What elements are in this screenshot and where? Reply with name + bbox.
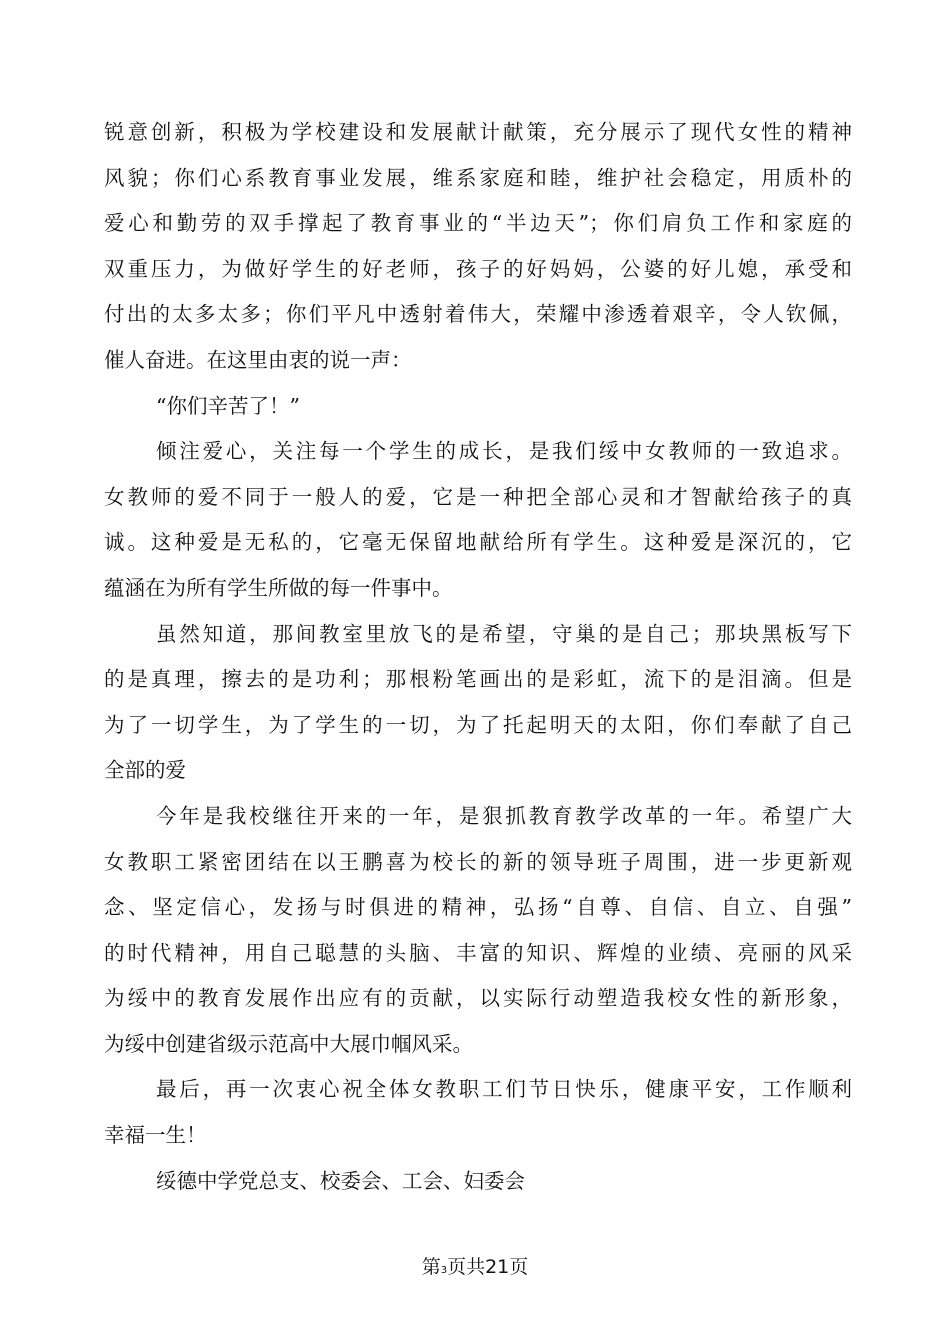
document-body xyxy=(104,110,852,1204)
footer-prefix: 第 xyxy=(421,1256,441,1278)
text-line: 倾注爱心，关注每一个学生的成长，是我们绥中女教师的一致追求。 xyxy=(156,439,852,464)
text-line: 虽然知道，那间教室里放飞的是希望，守巢的是自己；那块黑板写下 xyxy=(156,621,852,646)
footer-end: 页 xyxy=(509,1256,529,1278)
page-footer xyxy=(0,1252,950,1286)
text-line: 锐意创新，积极为学校建设和发展献计献策，充分展示了现代女性的精神 xyxy=(104,120,852,144)
current-page-number: 3 xyxy=(440,1265,448,1276)
text-line: 的时代精神，用自己聪慧的头脑、丰富的知识、辉煌的业绩、亮丽的风采 xyxy=(104,940,852,965)
text-line: 爱心和勤劳的双手撑起了教育事业的“半边天”；你们肩负工作和家庭的 xyxy=(104,211,852,236)
text-line: 为绥中的教育发展作出应有的贡献，以实际行动塑造我校女性的新形象， xyxy=(104,986,852,1011)
text-line: 今年是我校继往开来的一年，是狠抓教育教学改革的一年。希望广大 xyxy=(156,803,852,828)
text-line: 诚。这种爱是无私的，它毫无保留地献给所有学生。这种爱是深沉的，它 xyxy=(104,530,852,555)
text-line: 的是真理，擦去的是功利；那根粉笔画出的是彩虹，流下的是泪滴。但是 xyxy=(104,667,852,692)
text-line: 女教师的爱不同于一般人的爱，它是一种把全部心灵和才智献给孩子的真 xyxy=(104,484,852,509)
footer-suffix: 页共 xyxy=(447,1256,486,1278)
text-line: 催人奋进。在这里由衷的说一声： xyxy=(104,347,412,372)
text-line: 幸福一生！ xyxy=(104,1123,207,1148)
text-line: 蕴涵在为所有学生所做的每一件事中。 xyxy=(104,575,453,600)
text-line: 为了一切学生，为了学生的一切，为了托起明天的太阳，你们奉献了自己 xyxy=(104,712,852,737)
text-line: 为绥中创建省级示范高中大展巾帼风采。 xyxy=(104,1031,473,1056)
text-line: 全部的爱 xyxy=(104,758,186,783)
text-line: 最后，再一次衷心祝全体女教职工们节日快乐，健康平安，工作顺利 xyxy=(156,1077,852,1102)
text-line: 女教职工紧密团结在以王鹏喜为校长的新的领导班子周围，进一步更新观 xyxy=(104,849,852,874)
text-line: 双重压力，为做好学生的好老师，孩子的好妈妈，公婆的好儿媳，承受和 xyxy=(104,256,852,281)
text-line: 念、坚定信心，发扬与时俱进的精神，弘扬“自尊、自信、自立、自强” xyxy=(104,895,852,920)
total-pages: 21 xyxy=(485,1256,510,1278)
text-line: “你们辛苦了！” xyxy=(156,393,300,418)
signature-line: 绥德中学党总支、校委会、工会、妇委会 xyxy=(156,1168,525,1193)
text-line: 风貌；你们心系教育事业发展，维系家庭和睦，维护社会稳定，用质朴的 xyxy=(104,165,852,190)
text-line: 付出的太多太多；你们平凡中透射着伟大，荣耀中渗透着艰辛，令人钦佩， xyxy=(104,302,852,327)
